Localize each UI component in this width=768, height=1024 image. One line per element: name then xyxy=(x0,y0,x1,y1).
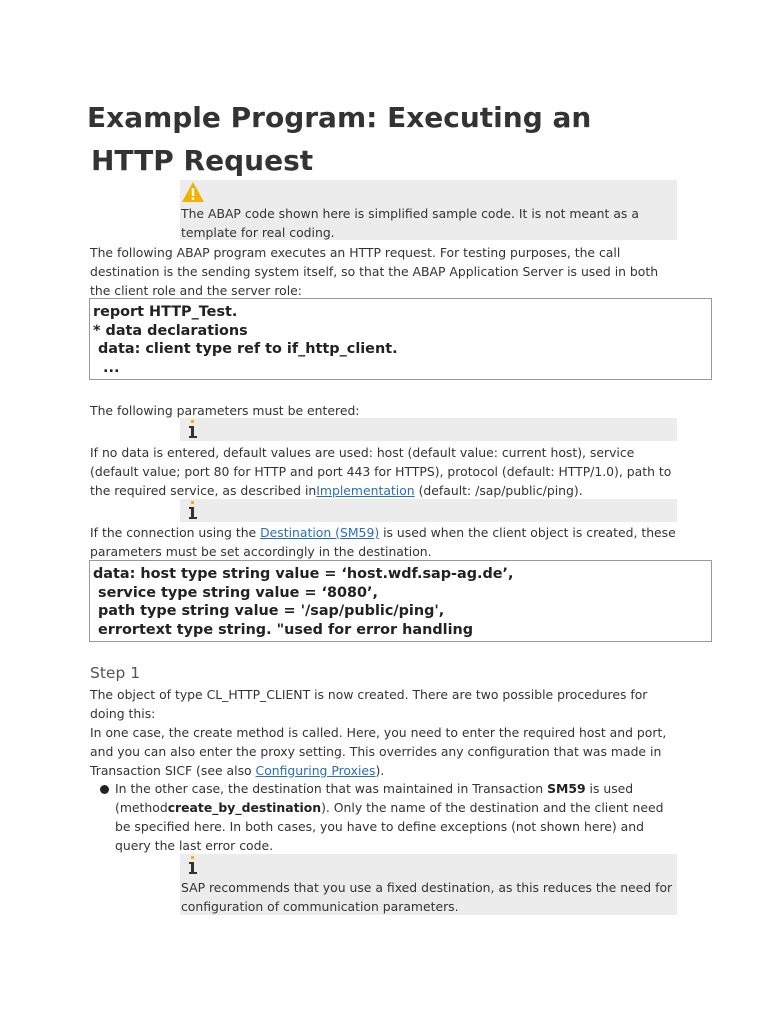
step-1-para-1: The object of type CL_HTTP_CLIENT is now created. There are two possible procedures for doing this: xyxy=(90,687,648,721)
info-icon xyxy=(188,856,198,876)
warning-note-icon-row xyxy=(180,180,677,204)
implementation-link[interactable]: Implementation xyxy=(316,483,415,498)
code-block-2 xyxy=(89,560,712,642)
step-1-para-2-after: ). xyxy=(375,763,385,778)
page-title-line1: Example Program: Executing an xyxy=(87,101,592,134)
info-note-1-text-after: (default: /sap/public/ping). xyxy=(414,483,583,498)
warning-note-text: The ABAP code shown here is simplified sample code. It is not meant as a template for real coding. xyxy=(181,206,639,240)
info-note-3 xyxy=(180,854,677,915)
bullet-icon xyxy=(100,785,109,794)
code-line: path type string value = '/sap/public/ping', xyxy=(93,603,445,619)
code-line: data: host type string value = ‘host.wdf.sap-ag.de’, xyxy=(93,566,514,582)
step-1-para-2-before: In one case, the create method is called. Here, you need to enter the required host and port, and you can also enter the proxy setting. This overrides any configuration that was made in Transaction SICF (see also xyxy=(90,725,667,778)
info-note-2-text-before: If the connection using the xyxy=(90,525,261,540)
code-line: errortext type string. "used for error handling xyxy=(93,621,474,638)
step-1-heading: Step 1 xyxy=(90,664,141,682)
info-note-1-text xyxy=(90,443,680,500)
bullet-bold-sm59: SM59 xyxy=(547,781,586,796)
step-1-para-2 xyxy=(90,723,680,780)
bullet-text-2: is used (method xyxy=(115,781,634,815)
info-note-3-text: SAP recommends that you use a fixed destination, as this reduces the need for configuration of communication parameters. xyxy=(181,880,673,914)
info-note-2-text-after: is used when the client object is created, these parameters must be set accordingly in the destination. xyxy=(90,525,676,559)
bullet-text-3: ). Only the name of the destination and the client need be specified here. In both cases, you have to define exceptions (not shown here) and query the last error code. xyxy=(115,800,664,853)
info-note-1 xyxy=(180,418,677,441)
bullet-bold-method: create_by_destination xyxy=(167,800,322,815)
info-icon xyxy=(188,501,198,521)
destination-sm59-link[interactable]: Destination (SM59) xyxy=(260,525,380,540)
intro-paragraph: The following ABAP program executes an HTTP request. For testing purposes, the call destination is the sending system itself, so that the ABAP Application Server is used in both the client role and the server role: xyxy=(90,245,659,298)
code-line: service type string value = ‘8080’, xyxy=(93,584,378,601)
page-title xyxy=(87,96,591,182)
info-note-2 xyxy=(180,499,677,522)
code-line: * data declarations xyxy=(93,322,248,339)
code-line: report HTTP_Test. xyxy=(93,304,238,320)
info-note-2-text xyxy=(90,523,680,561)
info-note-1-icon-row xyxy=(180,418,677,442)
page-title-line2: HTTP Request xyxy=(91,144,314,177)
info-icon xyxy=(188,420,198,440)
configuring-proxies-link[interactable]: Configuring Proxies xyxy=(255,763,376,778)
info-note-2-icon-row xyxy=(180,499,677,523)
warning-triangle-icon xyxy=(181,181,205,203)
info-note-1-text-before: If no data is entered, default values are used: host (default value: current host), service (default value; port 80 for HTTP and port 443 for HTTPS), protocol (default: HTTP/1.0), path to the required service, as described in xyxy=(90,445,672,498)
warning-note xyxy=(180,180,677,240)
info-note-3-icon-row xyxy=(180,854,677,878)
code-block-1 xyxy=(89,298,712,380)
code-line: data: client type ref to if_http_client. xyxy=(93,341,398,357)
bullet-text-1: In the other case, the destination that was maintained in Transaction xyxy=(115,781,548,796)
code-line: ... xyxy=(93,359,120,376)
step-1-bullet xyxy=(115,779,680,855)
params-intro: The following parameters must be entered: xyxy=(90,403,360,418)
